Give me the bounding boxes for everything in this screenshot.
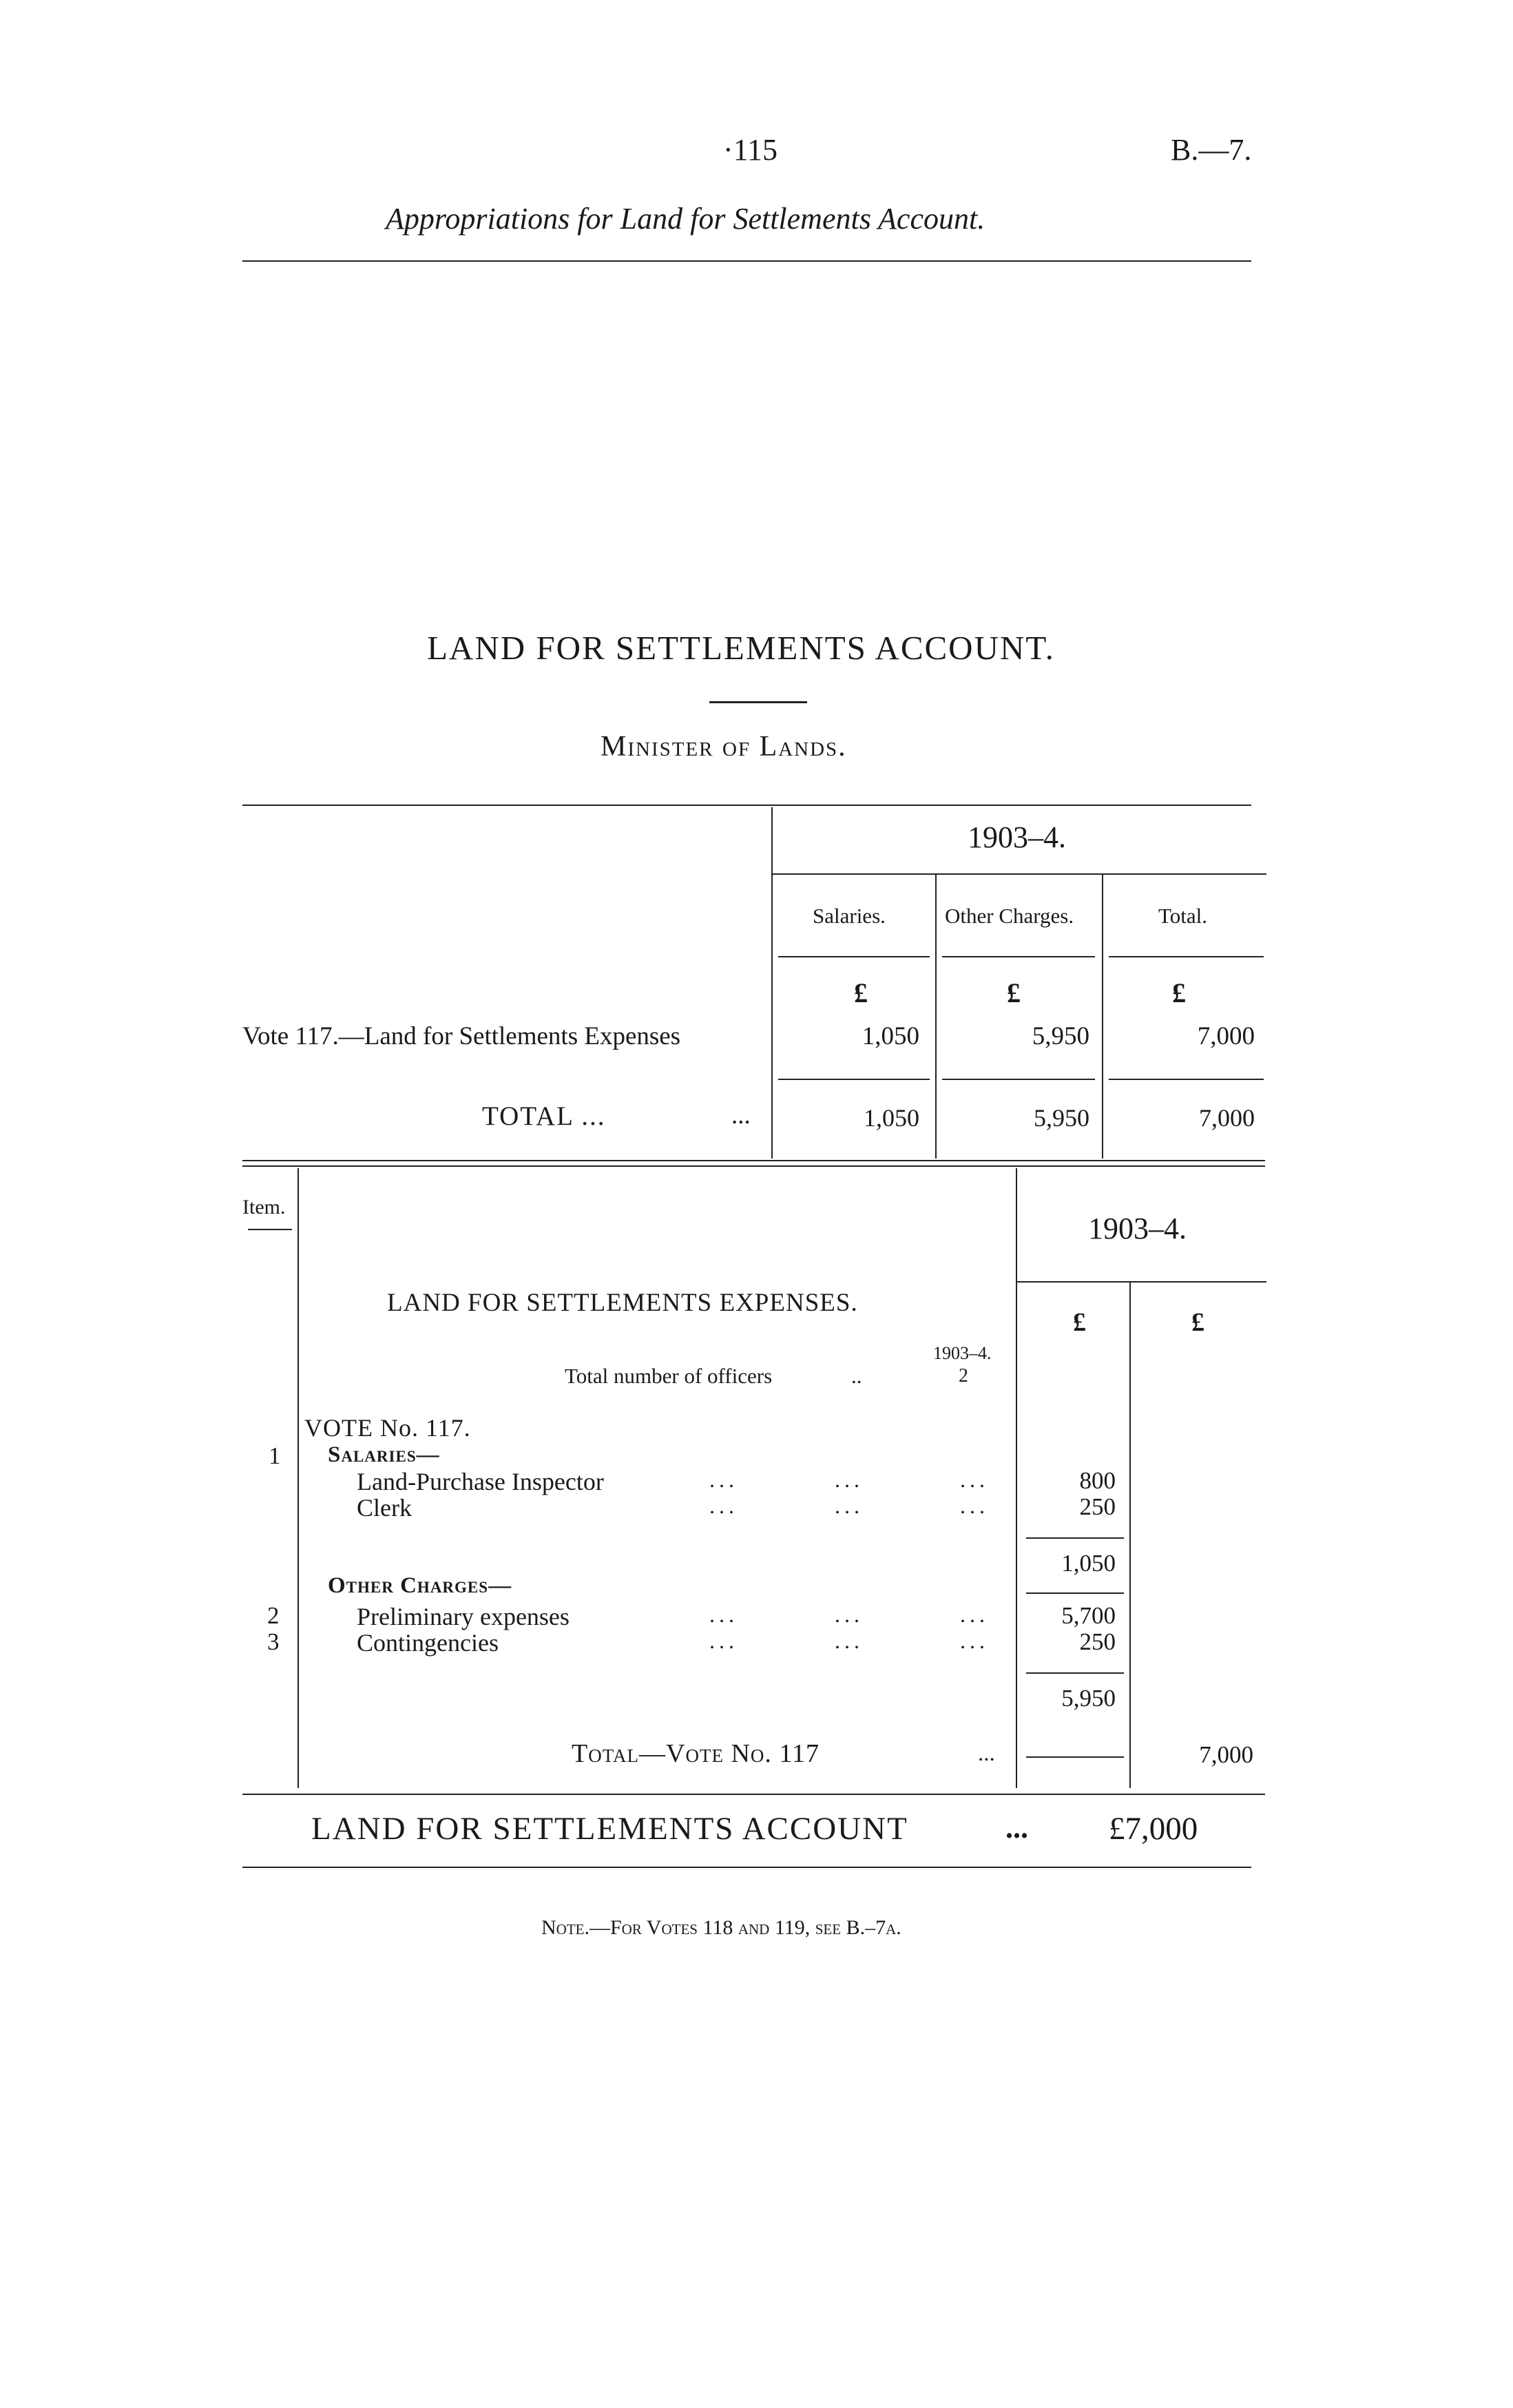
grand-total-label: LAND FOR SETTLEMENTS ACCOUNT (311, 1811, 908, 1847)
salary-row-dots: ... ... ... (709, 1467, 989, 1492)
salary-row-amount: 800 (1079, 1467, 1116, 1494)
other-charge-item-number: 2 (267, 1602, 280, 1629)
officers-year: 1903–4. (933, 1343, 992, 1363)
summary-col-divider-1 (935, 875, 937, 1159)
title-rule (709, 701, 807, 703)
vote-total-label: Total—Vote No. 117 (572, 1739, 820, 1768)
salaries-subtotal: 1,050 (1061, 1550, 1116, 1577)
summary-col-divider-2 (1102, 875, 1103, 1159)
officers-count: 2 (959, 1365, 968, 1387)
detail-currency-total: £ (1191, 1308, 1204, 1337)
summary-col-underline-1 (778, 956, 930, 957)
summary-total-rule-1 (778, 1079, 930, 1080)
salary-row-amount: 250 (1079, 1493, 1116, 1520)
summary-row-salaries: 1,050 (862, 1022, 919, 1050)
summary-col-total: Total. (1158, 904, 1208, 928)
summary-currency-3: £ (1172, 977, 1186, 1008)
summary-currency-2: £ (1007, 977, 1021, 1008)
other-charges-subtotal: 5,950 (1061, 1685, 1116, 1712)
vote-heading: VOTE No. 117. (304, 1414, 471, 1442)
summary-col-underline-2 (942, 956, 1095, 957)
summary-divider (771, 807, 773, 1159)
page-title: LAND FOR SETTLEMENTS ACCOUNT. (427, 629, 1055, 667)
summary-top-rule (242, 805, 1251, 806)
salary-row-dots: ... ... ... (709, 1493, 989, 1518)
other-charges-heading: Other Charges— (328, 1573, 512, 1598)
detail-currency-amount: £ (1073, 1308, 1086, 1337)
detail-item-divider (298, 1168, 299, 1788)
other-charge-item-number: 3 (267, 1628, 280, 1655)
detail-item-underline (248, 1229, 292, 1230)
summary-bottom-rule (242, 1160, 1265, 1161)
salaries-heading: Salaries— (328, 1442, 440, 1467)
detail-bottom-rule (242, 1794, 1265, 1795)
summary-col-other-charges: Other Charges. (945, 904, 1074, 928)
other-charges-subtotal-rule (1026, 1672, 1124, 1674)
document-reference: B.—7. (1171, 133, 1252, 167)
detail-item-header: Item. (242, 1196, 286, 1218)
summary-col-salaries: Salaries. (813, 904, 886, 928)
vote-total-dots: ... (978, 1741, 995, 1766)
salary-row-label: Clerk (357, 1494, 412, 1522)
page-subtitle: Minister of Lands. (601, 731, 847, 762)
salaries-subtotal-rule (1026, 1537, 1124, 1539)
detail-amount-divider (1016, 1168, 1017, 1788)
summary-year-header: 1903–4. (968, 820, 1066, 854)
summary-total-rule-3 (1109, 1079, 1264, 1080)
other-charge-dots: ... ... ... (709, 1602, 989, 1627)
other-charge-amount: 5,700 (1061, 1602, 1116, 1629)
summary-total-total: 7,000 (1199, 1104, 1255, 1132)
summary-total-rule-2 (942, 1079, 1095, 1080)
summary-year-rule (773, 873, 1266, 875)
detail-total-divider (1129, 1283, 1131, 1788)
summary-row-label: Vote 117.—Land for Settlements Expenses (242, 1022, 681, 1050)
detail-section-title: LAND FOR SETTLEMENTS EXPENSES. (387, 1289, 858, 1317)
running-title: Appropriations for Land for Settlements Account. (386, 202, 985, 236)
grand-total-value: £7,000 (1109, 1811, 1198, 1847)
summary-total-salaries: 1,050 (864, 1104, 919, 1132)
other-charge-label: Contingencies (357, 1629, 499, 1657)
summary-currency-1: £ (854, 977, 868, 1008)
other-charge-label: Preliminary expenses (357, 1603, 570, 1630)
vote-total-value: 7,000 (1199, 1741, 1253, 1768)
detail-year-rule (1017, 1281, 1266, 1283)
footnote: Note.—For Votes 118 and 119, see B.–7a. (541, 1916, 901, 1939)
summary-total-dots: ... (731, 1101, 751, 1130)
page-number: ·115 (723, 133, 778, 167)
grand-total-rule (242, 1867, 1251, 1868)
summary-total-other-charges: 5,950 (1034, 1104, 1089, 1132)
officers-dots: .. (851, 1364, 862, 1388)
grand-total-dots: ... (1005, 1811, 1028, 1845)
other-charge-dots: ... ... ... (709, 1628, 989, 1653)
summary-total-label: TOTAL ... (482, 1101, 606, 1131)
detail-year-header: 1903–4. (1088, 1212, 1187, 1245)
salaries-item-number: 1 (269, 1442, 281, 1469)
summary-row-other-charges: 5,950 (1032, 1022, 1089, 1050)
other-charge-amount: 250 (1079, 1628, 1116, 1655)
summary-col-underline-3 (1109, 956, 1264, 957)
summary-row-total: 7,000 (1197, 1022, 1255, 1050)
salary-row-label: Land-Purchase Inspector (357, 1468, 604, 1495)
header-rule (242, 260, 1251, 262)
salaries-subtotal-rule-bottom (1026, 1592, 1124, 1594)
detail-top-rule (242, 1165, 1265, 1167)
officers-label: Total number of officers (565, 1364, 773, 1388)
vote-total-rule (1026, 1756, 1124, 1758)
